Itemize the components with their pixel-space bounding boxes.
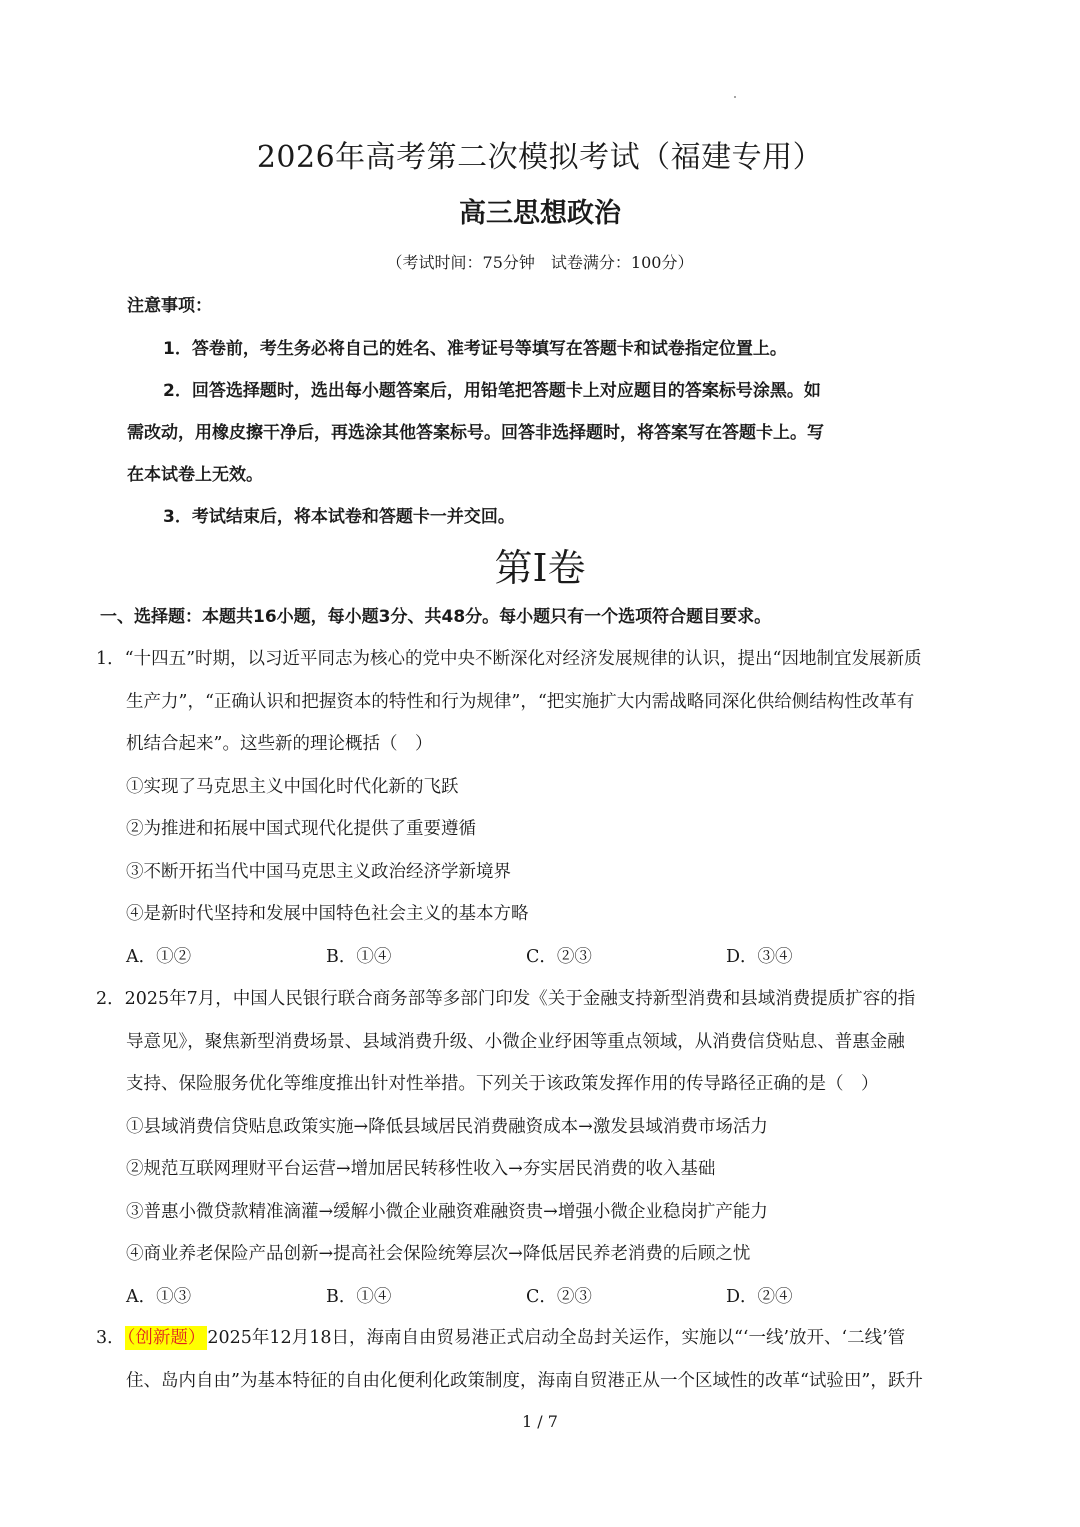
question-3-number: 3． — [96, 1328, 125, 1348]
exam-subject: 高三思想政治 — [459, 198, 621, 229]
question-1-statement-1: ①实现了马克思主义中国化时代化新的飞跃 — [126, 776, 459, 797]
question-2-option-a[interactable]: A．①③ — [126, 1286, 192, 1307]
question-1-option-a[interactable]: A．①② — [126, 946, 192, 967]
question-1-line-3: 机结合起来”。这些新的理论概括（ ） — [126, 734, 433, 754]
question-2-statement-2: ②规范互联网理财平台运营→增加居民转移性收入→夯实居民消费的收入基础 — [126, 1159, 716, 1179]
question-3-line-1-text: 2025年12月18日，海南自由贸易港正式启动全岛封关运作，实施以“‘一线’放开、‘二线’管 — [207, 1328, 906, 1348]
question-1-option-d[interactable]: D．③④ — [726, 946, 793, 967]
notice-item-2-line-2: 需改动，用橡皮擦干净后，再选涂其他答案标号。回答非选择题时，将答案写在答题卡上。写 — [127, 423, 824, 443]
question-3-line-1 — [96, 1317, 986, 1360]
question-2-statement-4: ④商业养老保险产品创新→提高社会保险统筹层次→降低居民养老消费的后顾之忧 — [126, 1244, 751, 1264]
question-1-line-2: 生产力”，“正确认识和把握资本的特性和行为规律”，“把实施扩大内需战略同深化供给侧结构性改革有 — [126, 691, 915, 712]
exam-info: （考试时间：75分钟 试卷满分：100分） — [386, 253, 694, 272]
question-2-option-c[interactable]: C．②③ — [526, 1286, 592, 1307]
question-2-option-b[interactable]: B．①④ — [326, 1286, 392, 1307]
page-number: 1 / 7 — [522, 1412, 558, 1431]
question-1-statement-2: ②为推进和拓展中国式现代化提供了重要遵循 — [126, 819, 476, 839]
question-1-statement-3: ③不断开拓当代中国马克思主义政治经济学新境界 — [126, 861, 511, 882]
question-1-statement-4: ④是新时代坚持和发展中国特色社会主义的基本方略 — [126, 904, 529, 924]
notice-heading: 注意事项： — [127, 296, 212, 316]
notice-item-2-line-3: 在本试卷上无效。 — [127, 465, 263, 485]
exam-title: 2026年高考第二次模拟考试（福建专用） — [256, 140, 824, 175]
question-2 — [96, 978, 986, 1318]
question-2-statement-1: ①县域消费信贷贴息政策实施→降低县域居民消费融资成本→激发县域消费市场活力 — [126, 1116, 768, 1137]
question-1-option-c[interactable]: C．②③ — [526, 946, 592, 967]
question-2-line-2: 导意见》，聚焦新型消费场景、县域消费升级、小微企业纾困等重点领域，从消费信贷贴息、普惠金融 — [126, 1031, 905, 1052]
question-3 — [96, 1317, 986, 1402]
question-3-line-2: 住、岛内自由”为基本特征的自由化便利化政策制度，海南自贸港正从一个区域性的改革“试验田”，跃升 — [126, 1370, 923, 1391]
section-title: 一、选择题：本题共16小题，每小题3分、共48分。每小题只有一个选项符合题目要求。 — [100, 607, 772, 627]
question-2-options — [96, 1276, 986, 1319]
question-1-line-1: 1．“十四五”时期，以习近平同志为核心的党中央不断深化对经济发展规律的认识，提出“因地制宜发展新质 — [96, 649, 922, 669]
question-2-line-1: 2．2025年7月，中国人民银行联合商务部等多部门印发《关于金融支持新型消费和县域消费提质扩容的指 — [96, 989, 916, 1009]
notice-item-1: 1．答卷前，考生务必将自己的姓名、准考证号等填写在答题卡和试卷指定位置上。 — [163, 339, 787, 359]
notice-item-2-line-1: 2．回答选择题时，选出每小题答案后，用铅笔把答题卡上对应题目的答案标号涂黑。如 — [163, 381, 821, 401]
notice-item-3: 3．考试结束后，将本试卷和答题卡一并交回。 — [163, 507, 515, 527]
question-2-option-d[interactable]: D．②④ — [726, 1286, 793, 1307]
scan-dot — [734, 96, 736, 98]
volume-title: 第I卷 — [494, 546, 586, 590]
question-1-options — [96, 936, 986, 979]
innovation-tag: （创新题） — [126, 1328, 206, 1348]
question-2-line-3: 支持、保险服务优化等维度推出针对性举措。下列关于该政策发挥作用的传导路径正确的是（ ） — [126, 1074, 879, 1094]
question-1-option-b[interactable]: B．①④ — [326, 946, 392, 967]
question-2-statement-3: ③普惠小微贷款精准滴灌→缓解小微企业融资难融资贵→增强小微企业稳岗扩产能力 — [126, 1201, 768, 1222]
question-1 — [96, 638, 986, 978]
notice-block — [127, 328, 927, 538]
